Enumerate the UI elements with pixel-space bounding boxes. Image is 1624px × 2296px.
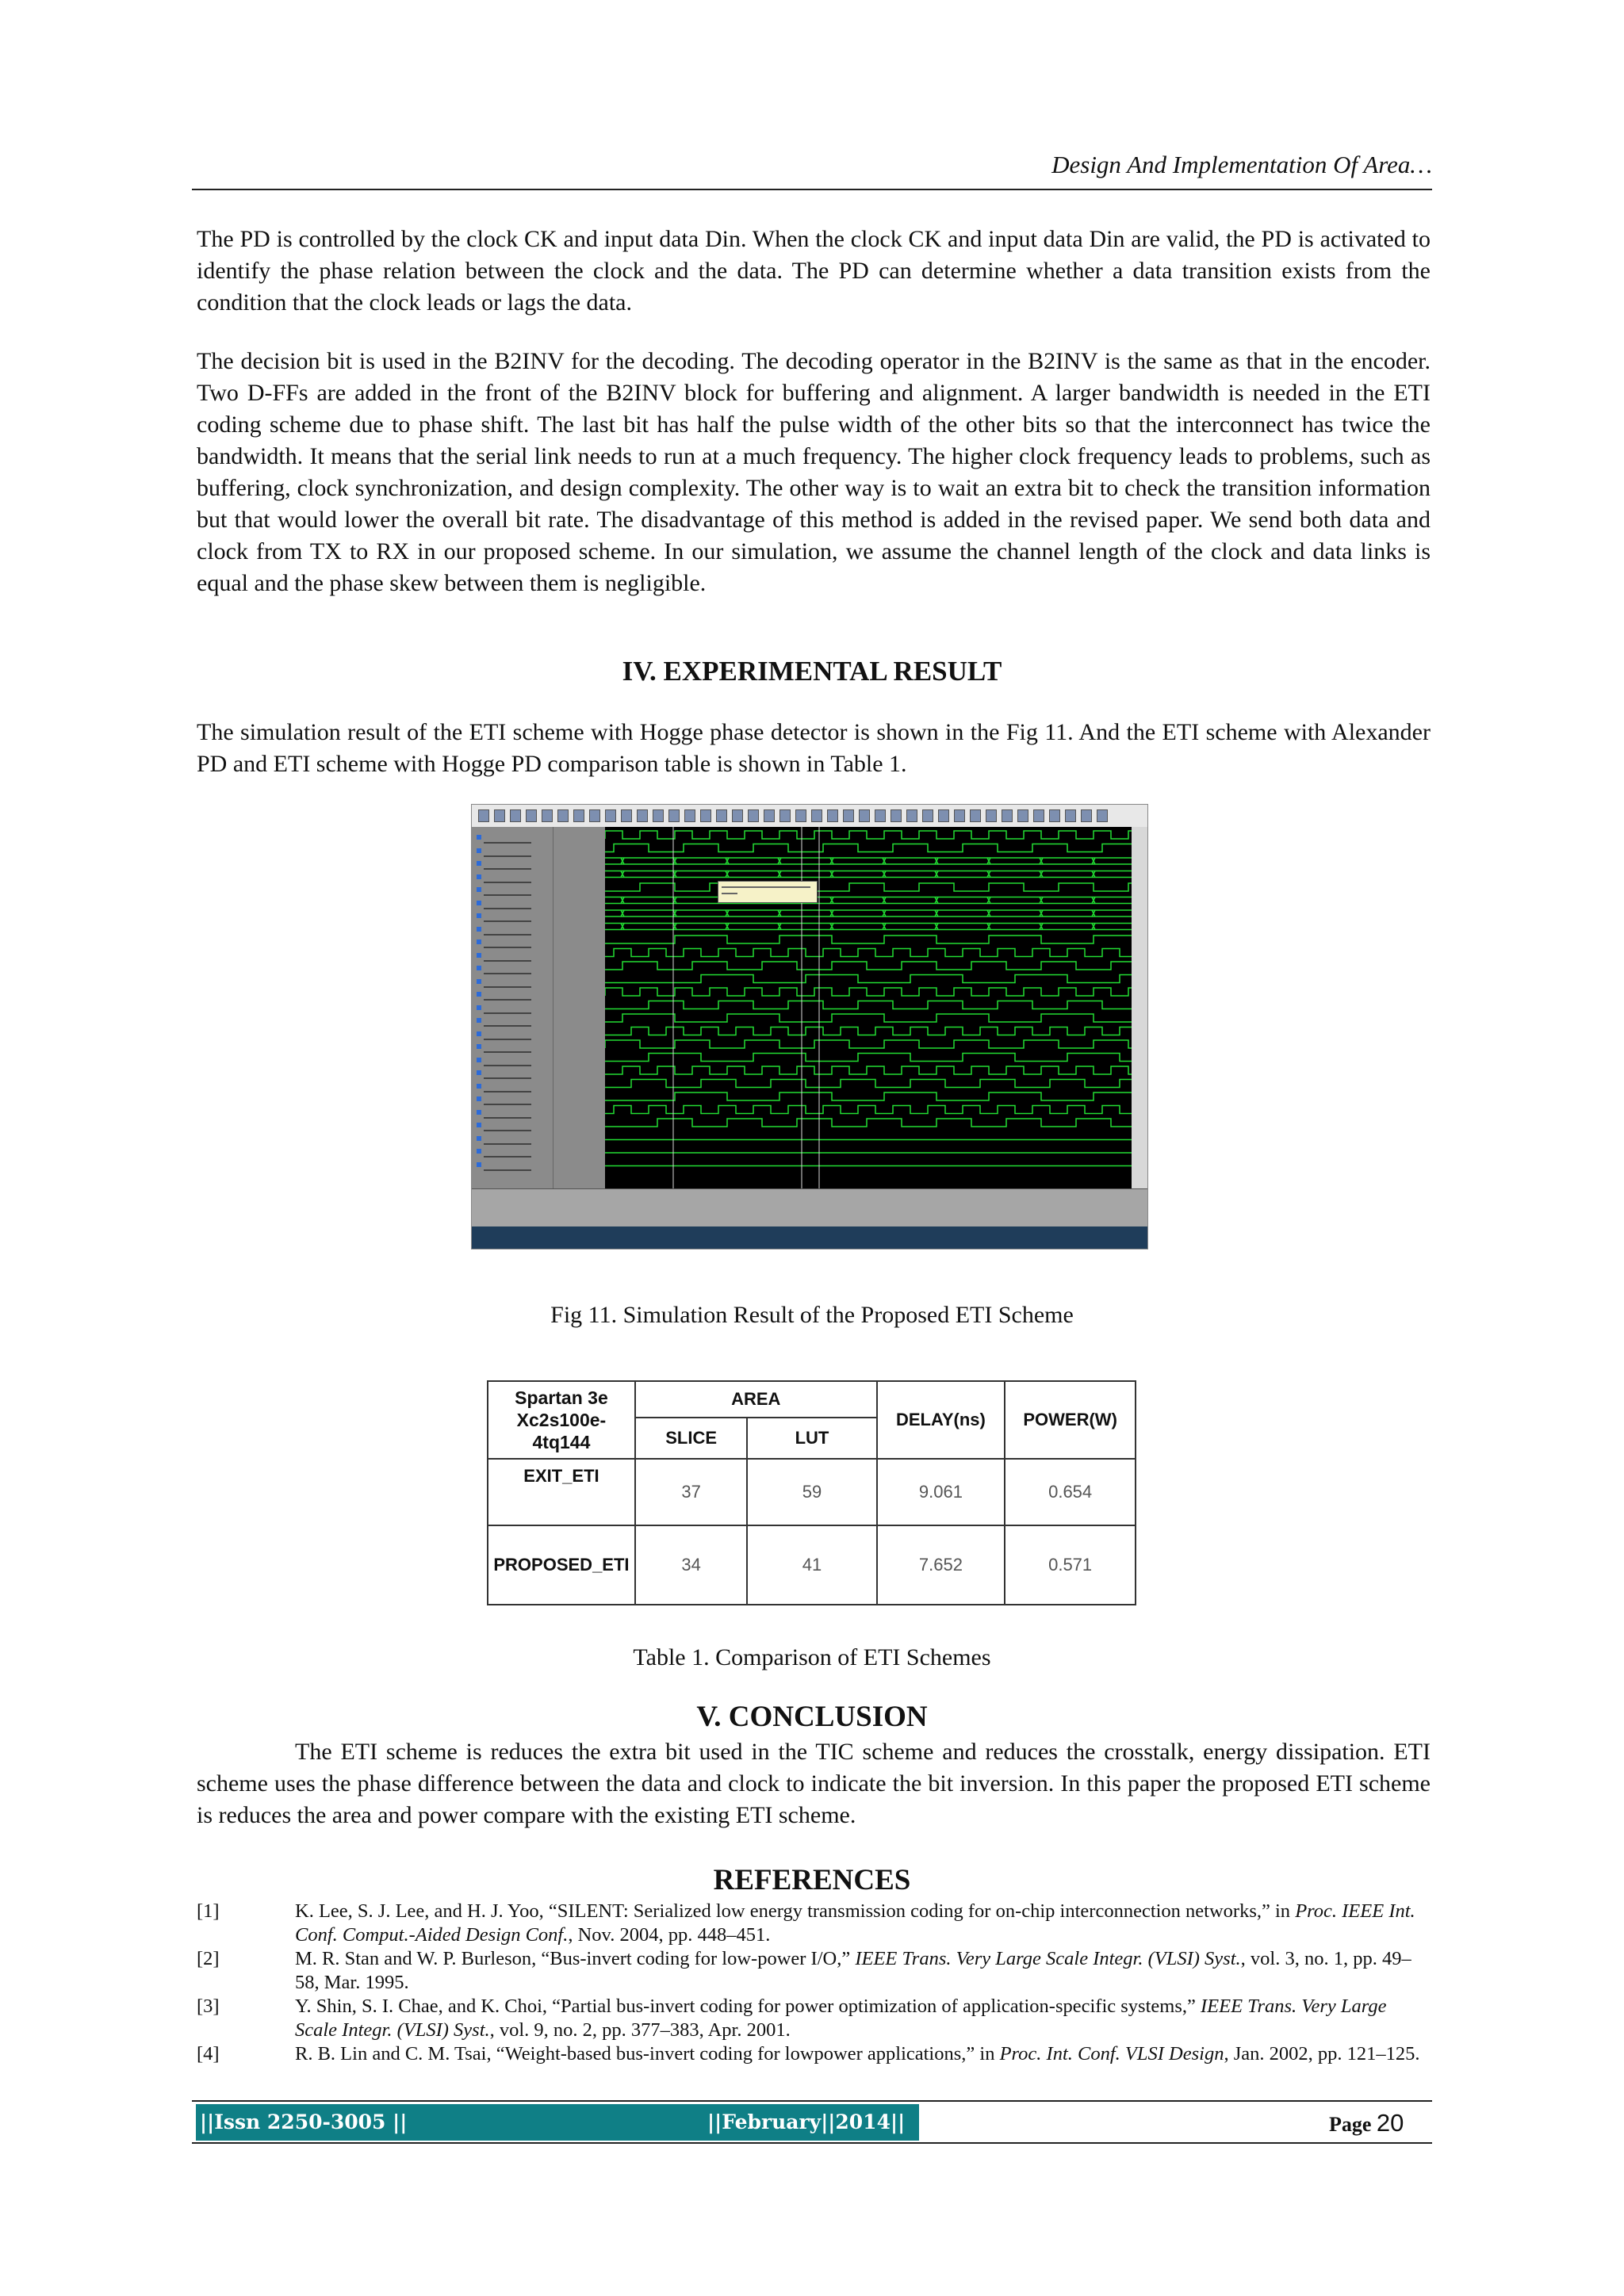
- toolbar-button-icon: [1033, 809, 1044, 822]
- reference-item: [197, 1900, 1431, 1947]
- signal-diamond-icon: [477, 1162, 481, 1167]
- signal-name-line: [484, 999, 531, 1001]
- signal-value-pane: [553, 827, 606, 1188]
- toolbar-button-icon: [526, 809, 537, 822]
- waveform-trace: [605, 1040, 1132, 1048]
- waveform-trace: [605, 910, 1132, 916]
- reference-venue: IEEE Trans. Very Large Scale Integr. (VLSI) Syst.: [295, 1996, 1387, 2041]
- slice-header: SLICE: [635, 1418, 747, 1459]
- signal-name-line: [484, 1051, 531, 1053]
- delay-value: 7.652: [877, 1525, 1005, 1605]
- signal-entry: [477, 992, 548, 998]
- signal-name-line: [484, 1130, 531, 1131]
- toolbar-button-icon: [891, 809, 902, 822]
- signal-entry: [477, 1044, 548, 1050]
- signal-name-line: [484, 1143, 531, 1145]
- signal-name-line: [484, 1077, 531, 1079]
- device-line-1: Spartan 3e: [515, 1387, 608, 1408]
- power-header: POWER(W): [1005, 1381, 1136, 1459]
- reference-number: [4]: [197, 2043, 220, 2064]
- signal-diamond-icon: [477, 953, 481, 958]
- power-value: 0.571: [1005, 1525, 1136, 1605]
- reference-details: , vol. 9, no. 2, pp. 377–383, Apr. 2001.: [489, 2019, 791, 2041]
- toolbar-button-icon: [795, 809, 806, 822]
- signal-name-line: [484, 1169, 531, 1171]
- reference-number: [2]: [197, 1948, 220, 1969]
- header-rule: [192, 189, 1432, 190]
- toolbar-button-icon: [1097, 809, 1108, 822]
- waveform-trace: [605, 1066, 1132, 1074]
- signal-diamond-icon: [477, 874, 481, 879]
- toolbar-button-icon: [843, 809, 854, 822]
- waveform-trace: [605, 858, 1132, 864]
- signal-name-line: [484, 920, 531, 922]
- toolbar-button-icon: [700, 809, 711, 822]
- simulator-toolbar: [472, 805, 1147, 828]
- signal-diamond-icon: [477, 1123, 481, 1127]
- waveform-trace: [605, 871, 1132, 878]
- reference-item: [197, 1947, 1431, 1995]
- signal-entry: [477, 1162, 548, 1169]
- signal-name-line: [484, 973, 531, 974]
- signal-diamond-icon: [477, 979, 481, 984]
- waveform-trace: [605, 1106, 1132, 1114]
- reference-details: , vol. 3, no. 1, pp. 49–58, Mar. 1995.: [295, 1948, 1411, 1993]
- delay-value: 9.061: [877, 1459, 1005, 1525]
- reference-text: K. Lee, S. J. Lee, and H. J. Yoo, “SILENT: Serialized low energy transmission coding for on-chip interconnection networks,” in: [295, 1900, 1296, 1922]
- toolbar-button-icon: [1081, 809, 1092, 822]
- signal-entry: [477, 1149, 548, 1155]
- toolbar-button-icon: [906, 809, 917, 822]
- signal-entry: [477, 1123, 548, 1129]
- waveform-trace: [605, 1001, 1132, 1009]
- waveform-trace: [605, 1093, 1132, 1100]
- page-label: Page: [1329, 2113, 1377, 2136]
- waveform-trace: [605, 831, 1132, 839]
- waveform-trace: [605, 924, 1132, 930]
- signal-entry: [477, 1070, 548, 1077]
- toolbar-button-icon: [684, 809, 695, 822]
- signal-entry: [477, 861, 548, 867]
- signal-diamond-icon: [477, 848, 481, 853]
- signal-entry: [477, 874, 548, 881]
- running-header: Design And Implementation Of Area…: [1051, 151, 1432, 178]
- signal-name-line: [484, 947, 531, 948]
- signal-diamond-icon: [477, 1031, 481, 1036]
- waveform-pane: [605, 827, 1132, 1188]
- footer-date: ||February||2014||: [707, 2110, 906, 2133]
- signal-diamond-icon: [477, 1096, 481, 1101]
- signal-entry: [477, 1136, 548, 1142]
- figure-caption: Fig 11. Simulation Result of the Proposed ETI Scheme: [550, 1302, 1074, 1328]
- signal-name-line: [484, 1012, 531, 1014]
- toolbar-button-icon: [573, 809, 584, 822]
- waveform-trace: [605, 1014, 1132, 1022]
- signal-name-line: [484, 1104, 531, 1105]
- paragraph-decision-bit: The decision bit is used in the B2INV for the decoding. The decoding operator in the B2INV is the same as that in the encoder. Two D-FFs are added in the front of the B2INV block for buffering and alignment. A larger bandwidth is needed in the ETI coding scheme due to phase shift. The last bit has half the pulse width of the other bits so that the interconnect has twice the bandwidth. It means that the serial link needs to run at a much frequency. The higher clock frequency leads to problems, such as buffering, clock synchronization, and design complexity. The other way is to wait an extra bit to check the transition information but that would lower the overall bit rate. The disadvantage of this method is added in the revised paper. We send both data and clock from TX to RX in our proposed scheme. In our simulation, we assume the channel length of the clock and data links is equal and the phase skew between them is negligible.: [197, 348, 1431, 596]
- page-number: [1329, 2109, 1404, 2137]
- signal-diamond-icon: [477, 913, 481, 918]
- device-line-3: 4tq144: [532, 1432, 591, 1452]
- signal-entry: [477, 1018, 548, 1024]
- reference-venue: Proc. IEEE Int. Conf. Comput.-Aided Design Conf.: [295, 1900, 1415, 1946]
- reference-venue: IEEE Trans. Very Large Scale Integr. (VLSI) Syst.: [855, 1948, 1241, 1969]
- page-number-value: 20: [1376, 2109, 1404, 2137]
- toolbar-button-icon: [748, 809, 759, 822]
- simulation-screenshot: [471, 804, 1148, 1249]
- toolbar-button-icon: [938, 809, 949, 822]
- signal-name-line: [484, 882, 531, 883]
- toolbar-button-icon: [621, 809, 632, 822]
- paragraph-conclusion: The ETI scheme is reduces the extra bit used in the TIC scheme and reduces the crosstalk, energy dissipation. ETI scheme uses the phase difference between the data and clock to indicate the bit inversion. In this paper the proposed ETI scheme is reduces the area and power compare with the existing ETI scheme.: [197, 1739, 1431, 1828]
- toolbar-button-icon: [637, 809, 648, 822]
- section-heading-conclusion: V. CONCLUSION: [696, 1701, 928, 1733]
- footer-rule-bottom: [192, 2142, 1432, 2144]
- simulator-status-area: [472, 1188, 1147, 1227]
- signal-diamond-icon: [477, 835, 481, 840]
- toolbar-button-icon: [557, 809, 569, 822]
- waveform-trace: [605, 1054, 1132, 1062]
- waveform-trace: [605, 962, 1132, 970]
- signal-entry: [477, 835, 548, 841]
- section-heading-experimental: IV. EXPERIMENTAL RESULT: [622, 656, 1002, 687]
- signal-diamond-icon: [477, 966, 481, 970]
- device-line-2: Xc2s100e-: [516, 1410, 607, 1430]
- toolbar-button-icon: [542, 809, 553, 822]
- signal-entry: [477, 966, 548, 972]
- signal-diamond-icon: [477, 1018, 481, 1023]
- reference-venue: Proc. Int. Conf. VLSI Design: [999, 2043, 1224, 2064]
- waveform-tooltip: [718, 881, 818, 903]
- signal-entry: [477, 913, 548, 920]
- delay-header: DELAY(ns): [877, 1381, 1005, 1459]
- signal-entry: [477, 1110, 548, 1116]
- signal-diamond-icon: [477, 992, 481, 997]
- footer-rule-top: [192, 2100, 1432, 2102]
- waveform-trace: [605, 883, 1132, 891]
- signal-entry: [477, 979, 548, 985]
- row-name: EXIT_ETI: [488, 1459, 635, 1525]
- reference-number: [3]: [197, 1996, 220, 2017]
- signal-diamond-icon: [477, 1084, 481, 1089]
- toolbar-button-icon: [494, 809, 505, 822]
- signal-entry: [477, 1031, 548, 1038]
- signal-entry: [477, 887, 548, 894]
- reference-text: Y. Shin, S. I. Chae, and K. Choi, “Partial bus-invert coding for power optimization of application-specific systems,”: [295, 1996, 1201, 2017]
- signal-entry: [477, 1058, 548, 1064]
- signal-name-line: [484, 908, 531, 909]
- signal-name-line: [484, 960, 531, 962]
- signal-name-line: [484, 842, 531, 844]
- signal-name-line: [484, 1156, 531, 1158]
- toolbar-button-icon: [827, 809, 838, 822]
- waveform-trace: [605, 1027, 1132, 1035]
- toolbar-button-icon: [779, 809, 791, 822]
- signal-name-line: [484, 986, 531, 988]
- row-name: PROPOSED_ETI: [488, 1525, 635, 1605]
- toolbar-button-icon: [732, 809, 743, 822]
- paragraph-simulation: The simulation result of the ETI scheme with Hogge phase detector is shown in the Fig 11. And the ETI scheme with Alexander PD and ETI scheme with Hogge PD comparison table is shown in Table 1.: [197, 719, 1431, 777]
- footer-issn: ||Issn 2250-3005 ||: [200, 2110, 408, 2133]
- signal-diamond-icon: [477, 1110, 481, 1115]
- toolbar-button-icon: [478, 809, 489, 822]
- signal-name-line: [484, 1091, 531, 1093]
- lut-value: 41: [747, 1525, 876, 1605]
- waveform-trace: [605, 1080, 1132, 1088]
- toolbar-button-icon: [653, 809, 664, 822]
- waveform-trace: [605, 844, 1132, 852]
- signal-name-line: [484, 855, 531, 857]
- reference-item: [197, 1995, 1431, 2042]
- slice-value: 37: [635, 1459, 747, 1525]
- signal-diamond-icon: [477, 861, 481, 866]
- signal-name-line: [484, 934, 531, 936]
- signal-entry: [477, 1096, 548, 1103]
- toolbar-button-icon: [589, 809, 600, 822]
- toolbar-button-icon: [764, 809, 775, 822]
- signal-diamond-icon: [477, 1044, 481, 1049]
- toolbar-button-icon: [605, 809, 616, 822]
- signal-diamond-icon: [477, 1058, 481, 1062]
- toolbar-button-icon: [859, 809, 870, 822]
- toolbar-button-icon: [716, 809, 727, 822]
- reference-list: [197, 1900, 1431, 2066]
- signal-entry: [477, 1084, 548, 1090]
- signal-diamond-icon: [477, 901, 481, 905]
- waveform-trace: [605, 949, 1132, 957]
- signal-name-line: [484, 1117, 531, 1119]
- waveform-trace: [605, 936, 1132, 943]
- reference-text: R. B. Lin and C. M. Tsai, “Weight-based bus-invert coding for lowpower applications,” in: [295, 2043, 1000, 2064]
- toolbar-button-icon: [970, 809, 981, 822]
- signal-name-line: [484, 1025, 531, 1027]
- toolbar-button-icon: [811, 809, 822, 822]
- signal-diamond-icon: [477, 1136, 481, 1141]
- toolbar-button-icon: [1017, 809, 1028, 822]
- toolbar-button-icon: [1065, 809, 1076, 822]
- slice-value: 34: [635, 1525, 747, 1605]
- comparison-table: [487, 1380, 1136, 1605]
- reference-number: [1]: [197, 1900, 220, 1922]
- reference-text: M. R. Stan and W. P. Burleson, “Bus-invert coding for low-power I/O,”: [295, 1948, 856, 1969]
- lut-value: 59: [747, 1459, 876, 1525]
- signal-entry: [477, 939, 548, 946]
- area-header: AREA: [635, 1381, 877, 1418]
- waveform-trace: [605, 897, 1132, 904]
- lut-header: LUT: [747, 1418, 876, 1459]
- paragraph-pd: The PD is controlled by the clock CK and input data Din. When the clock CK and input data Din are valid, the PD is activated to identify the phase relation between the clock and the data. The PD can determine whether a data transition exists from the condition that the clock leads or lags the data.: [197, 226, 1431, 316]
- waveform-trace: [605, 1119, 1132, 1127]
- signal-name-line: [484, 868, 531, 870]
- toolbar-button-icon: [954, 809, 965, 822]
- toolbar-button-icon: [875, 809, 886, 822]
- signal-diamond-icon: [477, 887, 481, 892]
- toolbar-button-icon: [986, 809, 997, 822]
- toolbar-button-icon: [510, 809, 521, 822]
- signal-entry: [477, 927, 548, 933]
- windows-taskbar: [472, 1226, 1147, 1249]
- reference-item: [197, 2042, 1431, 2066]
- signal-entry: [477, 1005, 548, 1012]
- device-header-cell: [488, 1381, 635, 1459]
- signal-diamond-icon: [477, 927, 481, 932]
- table-row: [488, 1525, 1136, 1605]
- waveform-trace: [605, 975, 1132, 983]
- signal-name-line: [484, 1065, 531, 1066]
- signal-entry: [477, 901, 548, 907]
- vertical-scrollbar: [1132, 827, 1147, 1188]
- toolbar-button-icon: [1002, 809, 1013, 822]
- signal-diamond-icon: [477, 939, 481, 944]
- reference-details: , Jan. 2002, pp. 121–125.: [1224, 2043, 1420, 2064]
- signal-diamond-icon: [477, 1070, 481, 1075]
- toolbar-button-icon: [922, 809, 933, 822]
- signal-name-line: [484, 1039, 531, 1040]
- signal-name-line: [484, 894, 531, 896]
- reference-details: , Nov. 2004, pp. 448–451.: [568, 1924, 771, 1946]
- signal-diamond-icon: [477, 1149, 481, 1154]
- table-row: [488, 1459, 1136, 1525]
- power-value: 0.654: [1005, 1459, 1136, 1525]
- signal-diamond-icon: [477, 1005, 481, 1010]
- toolbar-button-icon: [668, 809, 680, 822]
- table-caption: Table 1. Comparison of ETI Schemes: [633, 1644, 991, 1670]
- section-heading-references: REFERENCES: [713, 1864, 911, 1896]
- toolbar-button-icon: [1049, 809, 1060, 822]
- signal-entry: [477, 953, 548, 959]
- signal-entry: [477, 848, 548, 855]
- waveform-trace: [605, 988, 1132, 996]
- signal-name-pane: [472, 827, 553, 1188]
